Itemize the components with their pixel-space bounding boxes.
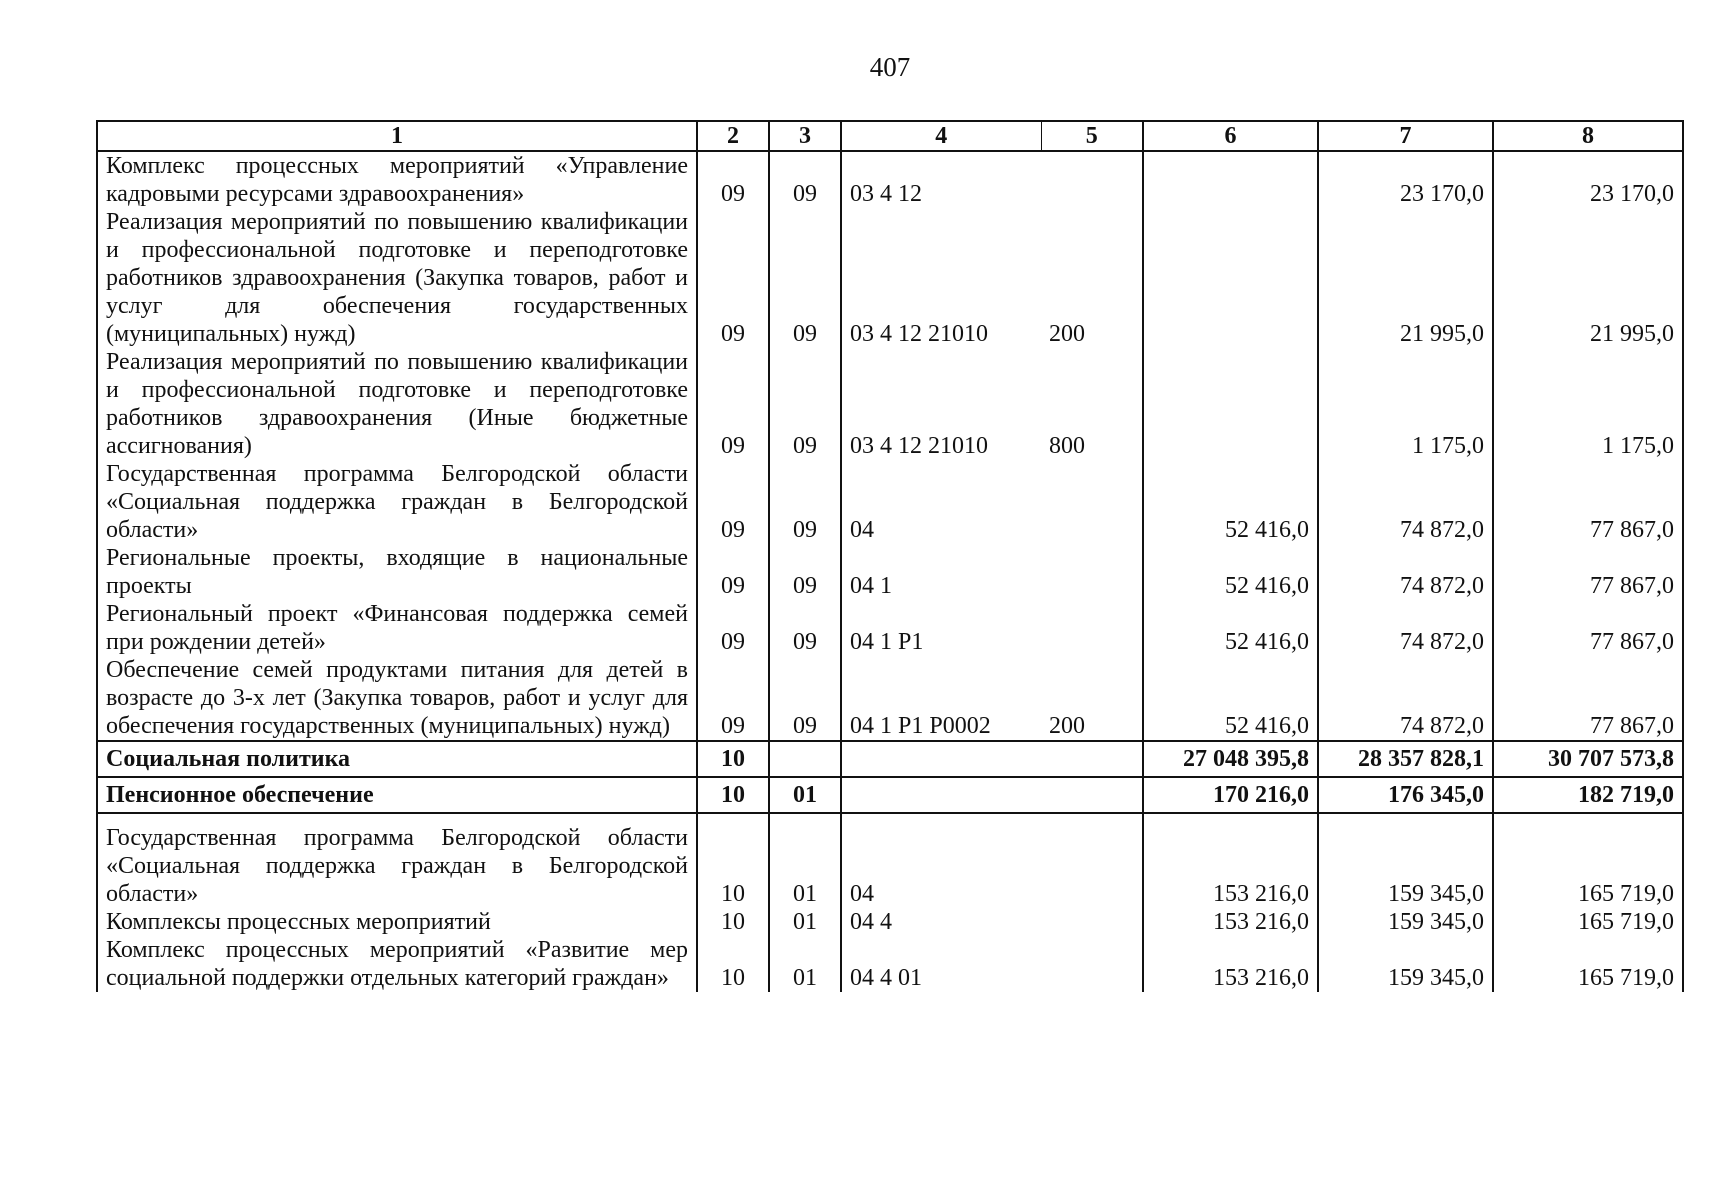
row-amount-col-8: 165 719,0 <box>1493 813 1683 908</box>
row-amount-col-8: 1 175,0 <box>1493 348 1683 460</box>
row-target-article: 04 1 P1 <box>841 600 1041 656</box>
budget-table <box>96 120 1684 992</box>
header-row <box>97 121 1683 151</box>
row-subsection-code: 01 <box>769 813 841 908</box>
row-amount-col-7: 74 872,0 <box>1318 544 1493 600</box>
table-row <box>97 544 1683 600</box>
header-col-8: 8 <box>1493 121 1683 151</box>
row-description: Комплекс процессных мероприятий «Управление кадровыми ресурсами здравоохранения» <box>97 151 697 208</box>
row-section-code: 10 <box>697 908 769 936</box>
table-row <box>97 460 1683 544</box>
table-row <box>97 936 1683 992</box>
row-amount-col-6: 27 048 395,8 <box>1143 741 1318 777</box>
row-amount-col-6: 52 416,0 <box>1143 544 1318 600</box>
row-description: Пенсионное обеспечение <box>97 777 697 813</box>
row-amount-col-7: 159 345,0 <box>1318 813 1493 908</box>
row-description: Реализация мероприятий по повышению квалификации и профессиональной подготовке и переподготовке работников здравоохранения (Закупка товаров, работ и услуг для обеспечения государственных (муниципальных) нужд) <box>97 208 697 348</box>
row-subsection-code: 09 <box>769 460 841 544</box>
row-amount-col-7: 74 872,0 <box>1318 460 1493 544</box>
table-row <box>97 777 1683 813</box>
table-row <box>97 348 1683 460</box>
row-expense-type: 800 <box>1041 348 1143 460</box>
header-col-1: 1 <box>97 121 697 151</box>
row-description: Региональный проект «Финансовая поддержка семей при рождении детей» <box>97 600 697 656</box>
row-amount-col-6: 153 216,0 <box>1143 908 1318 936</box>
row-target-article: 03 4 12 <box>841 151 1041 208</box>
row-target-article: 04 <box>841 460 1041 544</box>
row-expense-type <box>1041 151 1143 208</box>
row-section-code: 10 <box>697 813 769 908</box>
row-expense-type <box>1041 777 1143 813</box>
row-expense-type: 200 <box>1041 208 1143 348</box>
row-subsection-code: 09 <box>769 544 841 600</box>
row-target-article: 03 4 12 21010 <box>841 348 1041 460</box>
row-description: Комплексы процессных мероприятий <box>97 908 697 936</box>
page-number: 407 <box>869 52 911 82</box>
row-subsection-code: 01 <box>769 908 841 936</box>
row-subsection-code: 09 <box>769 656 841 741</box>
row-amount-col-7: 23 170,0 <box>1318 151 1493 208</box>
row-target-article: 04 4 <box>841 908 1041 936</box>
row-target-article: 03 4 12 21010 <box>841 208 1041 348</box>
row-section-code: 10 <box>697 741 769 777</box>
row-description: Государственная программа Белгородской области «Социальная поддержка граждан в Белгородской области» <box>97 460 697 544</box>
row-subsection-code: 01 <box>769 936 841 992</box>
row-expense-type <box>1041 936 1143 992</box>
table-body <box>97 151 1683 992</box>
row-description: Реализация мероприятий по повышению квалификации и профессиональной подготовке и переподготовке работников здравоохранения (Иные бюджетные ассигнования) <box>97 348 697 460</box>
row-section-code: 09 <box>697 208 769 348</box>
row-section-code: 09 <box>697 656 769 741</box>
header-col-5: 5 <box>1041 121 1143 151</box>
row-amount-col-7: 74 872,0 <box>1318 600 1493 656</box>
row-amount-col-6 <box>1143 208 1318 348</box>
row-section-code: 10 <box>697 777 769 813</box>
row-subsection-code: 09 <box>769 348 841 460</box>
row-amount-col-6: 52 416,0 <box>1143 656 1318 741</box>
row-description: Государственная программа Белгородской области «Социальная поддержка граждан в Белгородской области» <box>97 813 697 908</box>
row-description: Социальная политика <box>97 741 697 777</box>
header-col-2: 2 <box>697 121 769 151</box>
row-description: Региональные проекты, входящие в национальные проекты <box>97 544 697 600</box>
row-section-code: 09 <box>697 544 769 600</box>
row-target-article: 04 4 01 <box>841 936 1041 992</box>
row-amount-col-7: 159 345,0 <box>1318 908 1493 936</box>
row-section-code: 09 <box>697 460 769 544</box>
row-expense-type <box>1041 741 1143 777</box>
row-subsection-code: 09 <box>769 151 841 208</box>
row-amount-col-8: 77 867,0 <box>1493 600 1683 656</box>
row-section-code: 09 <box>697 348 769 460</box>
table-row <box>97 741 1683 777</box>
row-amount-col-6: 153 216,0 <box>1143 936 1318 992</box>
row-amount-col-7: 28 357 828,1 <box>1318 741 1493 777</box>
row-subsection-code: 09 <box>769 600 841 656</box>
row-expense-type <box>1041 908 1143 936</box>
table-row <box>97 908 1683 936</box>
header-col-3: 3 <box>769 121 841 151</box>
row-subsection-code: 01 <box>769 777 841 813</box>
row-expense-type: 200 <box>1041 656 1143 741</box>
row-amount-col-8: 77 867,0 <box>1493 460 1683 544</box>
row-amount-col-7: 159 345,0 <box>1318 936 1493 992</box>
row-amount-col-7: 21 995,0 <box>1318 208 1493 348</box>
table-row <box>97 600 1683 656</box>
table-row <box>97 813 1683 908</box>
header-col-7: 7 <box>1318 121 1493 151</box>
header-col-6: 6 <box>1143 121 1318 151</box>
row-target-article: 04 1 P1 P0002 <box>841 656 1041 741</box>
row-target-article <box>841 777 1041 813</box>
row-subsection-code: 09 <box>769 208 841 348</box>
row-section-code: 09 <box>697 151 769 208</box>
row-amount-col-8: 182 719,0 <box>1493 777 1683 813</box>
row-amount-col-7: 1 175,0 <box>1318 348 1493 460</box>
row-description: Комплекс процессных мероприятий «Развитие мер социальной поддержки отдельных категорий граждан» <box>97 936 697 992</box>
row-section-code: 10 <box>697 936 769 992</box>
row-target-article: 04 <box>841 813 1041 908</box>
row-target-article: 04 1 <box>841 544 1041 600</box>
row-amount-col-8: 77 867,0 <box>1493 544 1683 600</box>
row-amount-col-8: 21 995,0 <box>1493 208 1683 348</box>
row-expense-type <box>1041 600 1143 656</box>
row-amount-col-8: 23 170,0 <box>1493 151 1683 208</box>
table-row <box>97 151 1683 208</box>
table-row <box>97 656 1683 741</box>
row-section-code: 09 <box>697 600 769 656</box>
row-expense-type <box>1041 544 1143 600</box>
table-row <box>97 208 1683 348</box>
row-amount-col-6: 52 416,0 <box>1143 460 1318 544</box>
row-expense-type <box>1041 813 1143 908</box>
row-amount-col-7: 176 345,0 <box>1318 777 1493 813</box>
row-subsection-code <box>769 741 841 777</box>
row-amount-col-6 <box>1143 151 1318 208</box>
row-amount-col-6: 52 416,0 <box>1143 600 1318 656</box>
row-description: Обеспечение семей продуктами питания для детей в возрасте до 3-х лет (Закупка товаров, работ и услуг для обеспечения государственных (муниципальных) нужд) <box>97 656 697 741</box>
row-amount-col-7: 74 872,0 <box>1318 656 1493 741</box>
row-expense-type <box>1041 460 1143 544</box>
row-target-article <box>841 741 1041 777</box>
row-amount-col-6 <box>1143 348 1318 460</box>
row-amount-col-8: 77 867,0 <box>1493 656 1683 741</box>
row-amount-col-6: 153 216,0 <box>1143 813 1318 908</box>
row-amount-col-6: 170 216,0 <box>1143 777 1318 813</box>
header-col-4: 4 <box>841 121 1041 151</box>
row-amount-col-8: 30 707 573,8 <box>1493 741 1683 777</box>
row-amount-col-8: 165 719,0 <box>1493 908 1683 936</box>
row-amount-col-8: 165 719,0 <box>1493 936 1683 992</box>
